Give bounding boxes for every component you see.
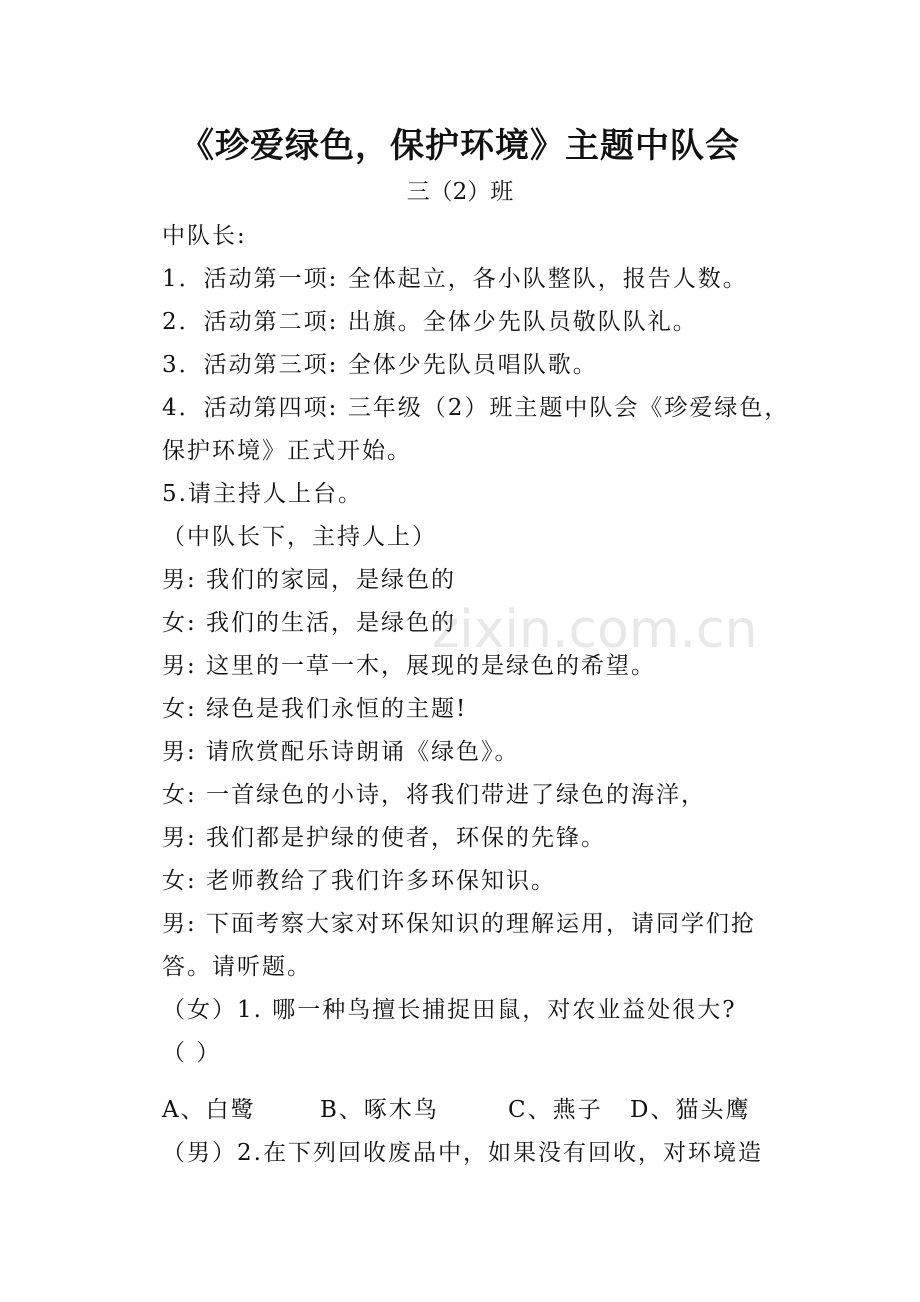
text-line: 4．活动第四项: 三年级（2）班主题中队会《珍爱绿色， — [162, 395, 790, 421]
question-line: （女）1. 哪一种鸟擅长捕捉田鼠，对农业益处很大? — [162, 997, 737, 1023]
text-line: 1．活动第一项: 全体起立，各小队整队，报告人数。 — [162, 266, 748, 292]
text-line: 中队长: — [162, 223, 247, 249]
answer-choices — [162, 1089, 782, 1132]
text-line: 女: 绿色是我们永恒的主题! — [162, 696, 468, 722]
text-line: 男: 下面考察大家对环保知识的理解运用，请同学们抢 — [162, 911, 757, 937]
choice-c: C、燕子 — [508, 1097, 603, 1123]
answer-blank: （ ） — [162, 1040, 222, 1066]
text-line: 答。请听题。 — [162, 954, 312, 980]
text-line: （中队长下，主持人上） — [162, 524, 437, 550]
text-line: 男: 我们的家园，是绿色的 — [162, 567, 457, 593]
text-line: 2．活动第二项: 出旗。全体少先队员敬队队礼。 — [162, 309, 698, 335]
text-line: 男: 请欣赏配乐诗朗诵《绿色》。 — [162, 739, 520, 765]
text-line: 女: 老师教给了我们许多环保知识。 — [162, 868, 557, 894]
text-line: 男: 这里的一草一木，展现的是绿色的希望。 — [162, 653, 657, 679]
document-subtitle: 三（2）班 — [406, 179, 514, 205]
text-line: 3．活动第三项: 全体少先队员唱队歌。 — [162, 352, 598, 378]
text-line: 5.请主持人上台。 — [162, 481, 363, 507]
choice-a: A、白鹭 — [162, 1097, 256, 1123]
choice-b: B、啄木鸟 — [320, 1097, 439, 1123]
text-line: 保护环境》正式开始。 — [162, 438, 412, 464]
watermark: zixin.com.cn — [432, 600, 758, 660]
text-line: 男: 我们都是护绿的使者，环保的先锋。 — [162, 825, 607, 851]
text-line: 女: 我们的生活，是绿色的 — [162, 610, 457, 636]
document-title: 《珍爱绿色，保护环境》主题中队会 — [180, 126, 740, 166]
choice-d: D、猫头鹰 — [630, 1097, 751, 1123]
text-line: 女: 一首绿色的小诗，将我们带进了绿色的海洋， — [162, 782, 707, 808]
question-line: （男）2.在下列回收废品中，如果没有回收，对环境造 — [162, 1140, 763, 1166]
document-body — [162, 215, 790, 1175]
